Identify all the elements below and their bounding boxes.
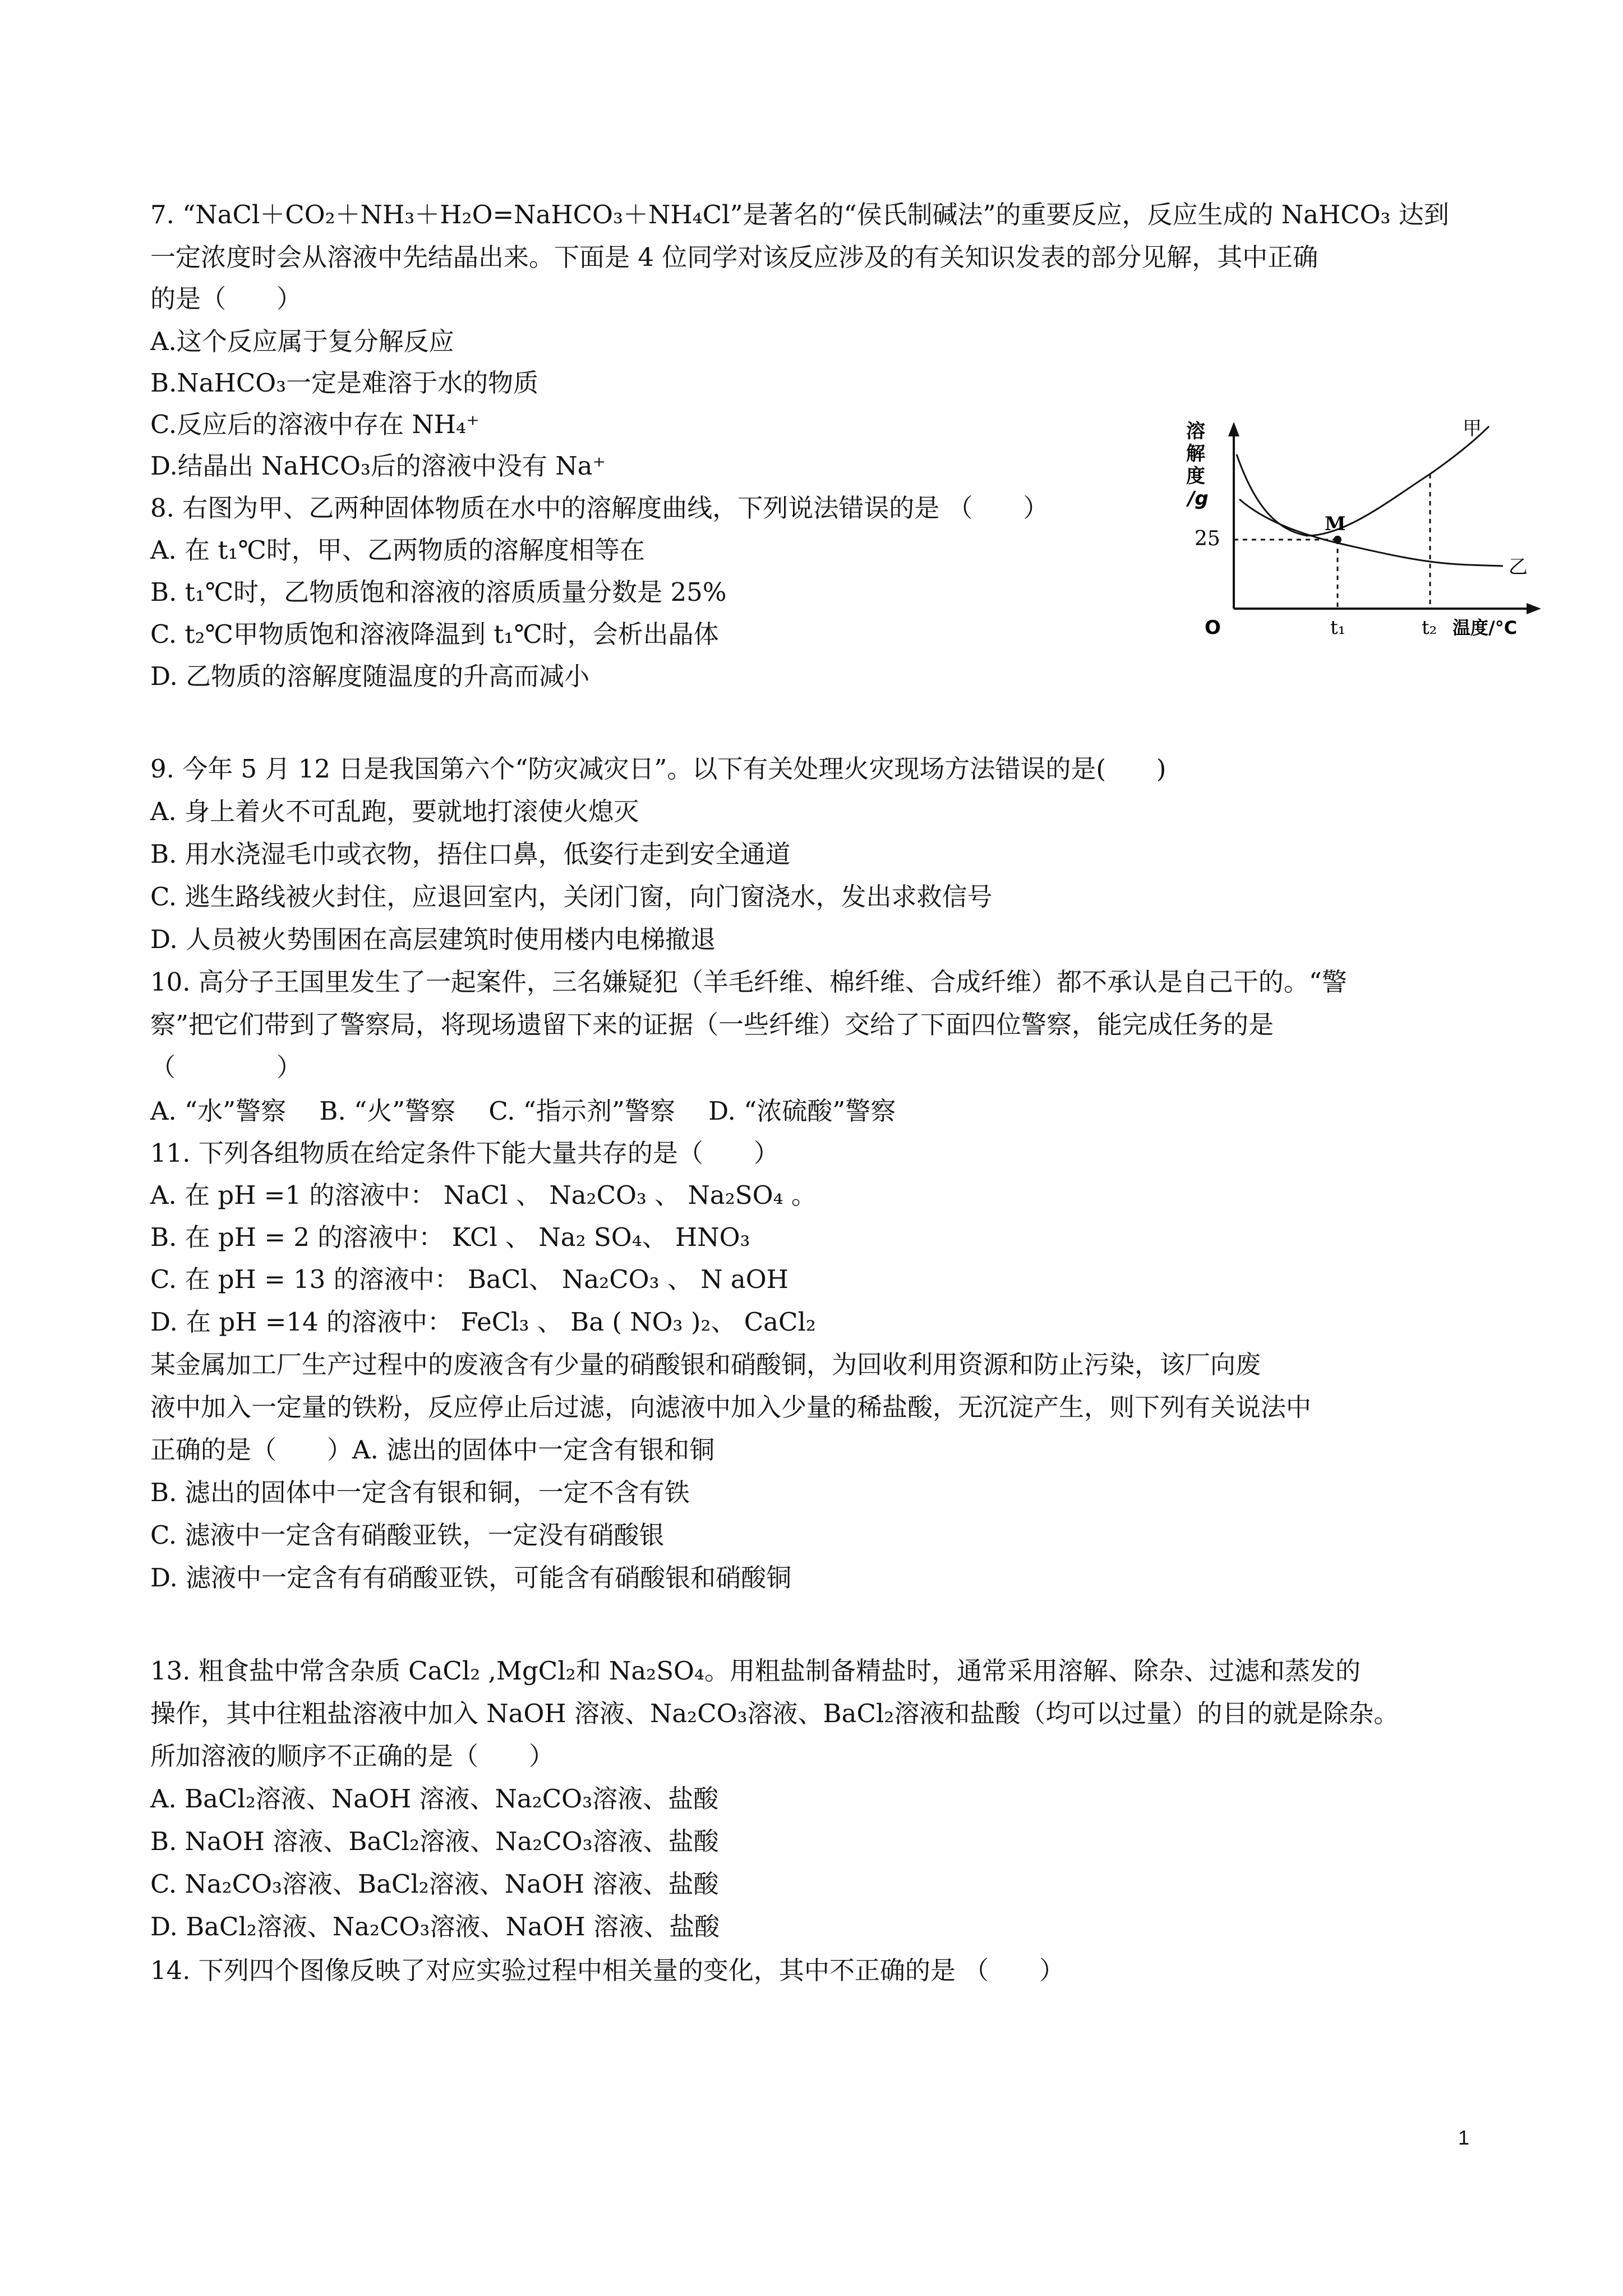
- q12-line-2: 液中加入一定量的铁粉，反应停止后过滤，向滤液中加入少量的稀盐酸，无沉淀产生，则下列有关说法中: [150, 1392, 1312, 1422]
- q7-line-2: 一定浓度时会从溶液中先结晶出来。下面是 4 位同学对该反应涉及的有关知识发表的部分见解，其中正确: [150, 242, 1318, 272]
- q13-option-c: C. Na₂CO₃溶液、BaCl₂溶液、NaOH 溶液、盐酸: [150, 1869, 719, 1899]
- q10-line-2: 察”把它们带到了警察局，将现场遗留下来的证据（一些纤维）交给了下面四位警察，能完成任务的是: [150, 1010, 1274, 1039]
- y-axis-arrow: [1228, 422, 1239, 436]
- q11-option-d: D. 在 pH =14 的溶液中： FeCl₃ 、 Ba ( NO₃ )₂、 CaCl₂: [150, 1307, 816, 1337]
- q8-option-a: A. 在 t₁℃时，甲、乙两物质的溶解度相等在: [150, 535, 645, 565]
- q7-option-b: B.NaHCO₃一定是难溶于水的物质: [150, 368, 539, 398]
- q11-option-a: A. 在 pH =1 的溶液中： NaCl 、 Na₂CO₃ 、 Na₂SO₄ 。: [150, 1180, 817, 1210]
- q9-option-d: D. 人员被火势围困在高层建筑时使用楼内电梯撤退: [150, 924, 716, 954]
- q13-option-d: D. BaCl₂溶液、Na₂CO₃溶液、NaOH 溶液、盐酸: [150, 1912, 720, 1941]
- q11-option-b: B. 在 pH = 2 的溶液中： KCl 、 Na₂ SO₄、 HNO₃: [150, 1222, 750, 1252]
- q10-line-3: （ ）: [150, 1052, 302, 1082]
- q10-options: A. “水”警察 B. “火”警察 C. “指示剂”警察 D. “浓硫酸”警察: [150, 1096, 896, 1126]
- q11-option-c: C. 在 pH = 13 的溶液中： BaCl、 Na₂CO₃ 、 N aOH: [150, 1264, 789, 1294]
- curve-yi-label: 乙: [1509, 556, 1528, 578]
- q9-stem: 9. 今年 5 月 12 日是我国第六个“防灾减灾日”。以下有关处理火灾现场方法错误的是( ): [150, 754, 1166, 784]
- x-label: 温度/°C: [1453, 617, 1518, 638]
- y-label-1: 溶: [1186, 420, 1205, 443]
- q14-stem: 14. 下列四个图像反映了对应实验过程中相关量的变化，其中不正确的是 （ ）: [150, 1955, 1065, 1985]
- y-label-4: /g: [1188, 487, 1209, 510]
- q7-option-c: C.反应后的溶液中存在 NH₄⁺: [150, 409, 479, 439]
- x-axis-arrow: [1527, 603, 1541, 614]
- q10-line-1: 10. 高分子王国里发生了一起案件，三名嫌疑犯（羊毛纤维、棉纤维、合成纤维）都不承认是自己干的。“警: [150, 967, 1347, 997]
- point-m-label: M: [1325, 513, 1346, 535]
- q9-option-c: C. 逃生路线被火封住，应退回室内，关闭门窗，向门窗浇水，发出求救信号: [150, 882, 993, 912]
- origin-label: O: [1205, 616, 1221, 639]
- solubility-graph: [1166, 415, 1548, 639]
- curve-yi: [1239, 499, 1503, 566]
- x-tick-t2: t₂: [1422, 616, 1437, 639]
- q12-line-1: 某金属加工厂生产过程中的废液含有少量的硝酸银和硝酸铜，为回收利用资源和防止污染，该厂向废: [150, 1350, 1261, 1379]
- q13-line-2: 操作，其中往粗盐溶液中加入 NaOH 溶液、Na₂CO₃溶液、BaCl₂溶液和盐酸（均可以过量）的目的就是除杂。: [150, 1699, 1399, 1728]
- y-label-2: 解: [1186, 443, 1205, 465]
- q9-option-b: B. 用水浇湿毛巾或衣物，捂住口鼻，低姿行走到安全通道: [150, 839, 791, 869]
- q7-line-1: 7. “NaCl＋CO₂＋NH₃＋H₂O=NaHCO₃＋NH₄Cl”是著名的“侯氏制碱法”的重要反应，反应生成的 NaHCO₃ 达到: [150, 200, 1449, 229]
- curve-jia: [1237, 426, 1489, 536]
- q13-line-1: 13. 粗食盐中常含杂质 CaCl₂ ,MgCl₂和 Na₂SO₄。用粗盐制备精盐时，通常采用溶解、除杂、过滤和蒸发的: [150, 1656, 1361, 1686]
- q12-option-b: B. 滤出的固体中一定含有银和铜，一定不含有铁: [150, 1478, 690, 1507]
- q8-option-d: D. 乙物质的溶解度随温度的升高而减小: [150, 661, 590, 691]
- point-m: [1334, 536, 1341, 544]
- curve-jia-label: 甲: [1463, 417, 1482, 440]
- q7-line-3: 的是（ ）: [150, 284, 302, 314]
- q7-option-a: A.这个反应属于复分解反应: [150, 326, 454, 356]
- q13-line-3: 所加溶液的顺序不正确的是（ ）: [150, 1741, 555, 1771]
- y-tick-25: 25: [1195, 527, 1220, 550]
- q7-option-d: D.结晶出 NaHCO₃后的溶液中没有 Na⁺: [150, 451, 606, 481]
- q12-line-3: 正确的是（ ）A. 滤出的固体中一定含有银和铜: [150, 1435, 715, 1465]
- q8-option-c: C. t₂℃甲物质饱和溶液降温到 t₁℃时，会析出晶体: [150, 619, 719, 649]
- x-tick-t1: t₁: [1330, 616, 1346, 639]
- q8-option-b: B. t₁℃时，乙物质饱和溶液的溶质质量分数是 25%: [150, 577, 727, 607]
- q8-stem: 8. 右图为甲、乙两种固体物质在水中的溶解度曲线，下列说法错误的是 （ ）: [150, 493, 1049, 523]
- q12-option-d: D. 滤液中一定含有有硝酸亚铁，可能含有硝酸银和硝酸铜: [150, 1563, 792, 1593]
- q9-option-a: A. 身上着火不可乱跑，要就地打滚使火熄灭: [150, 797, 639, 826]
- q11-stem: 11. 下列各组物质在给定条件下能大量共存的是（ ）: [150, 1138, 779, 1168]
- q13-option-b: B. NaOH 溶液、BaCl₂溶液、Na₂CO₃溶液、盐酸: [150, 1826, 719, 1856]
- q13-option-a: A. BaCl₂溶液、NaOH 溶液、Na₂CO₃溶液、盐酸: [150, 1784, 719, 1814]
- y-label-3: 度: [1186, 465, 1205, 487]
- q12-option-c: C. 滤液中一定含有硝酸亚铁，一定没有硝酸银: [150, 1520, 665, 1550]
- page-number: 1: [1458, 2126, 1470, 2149]
